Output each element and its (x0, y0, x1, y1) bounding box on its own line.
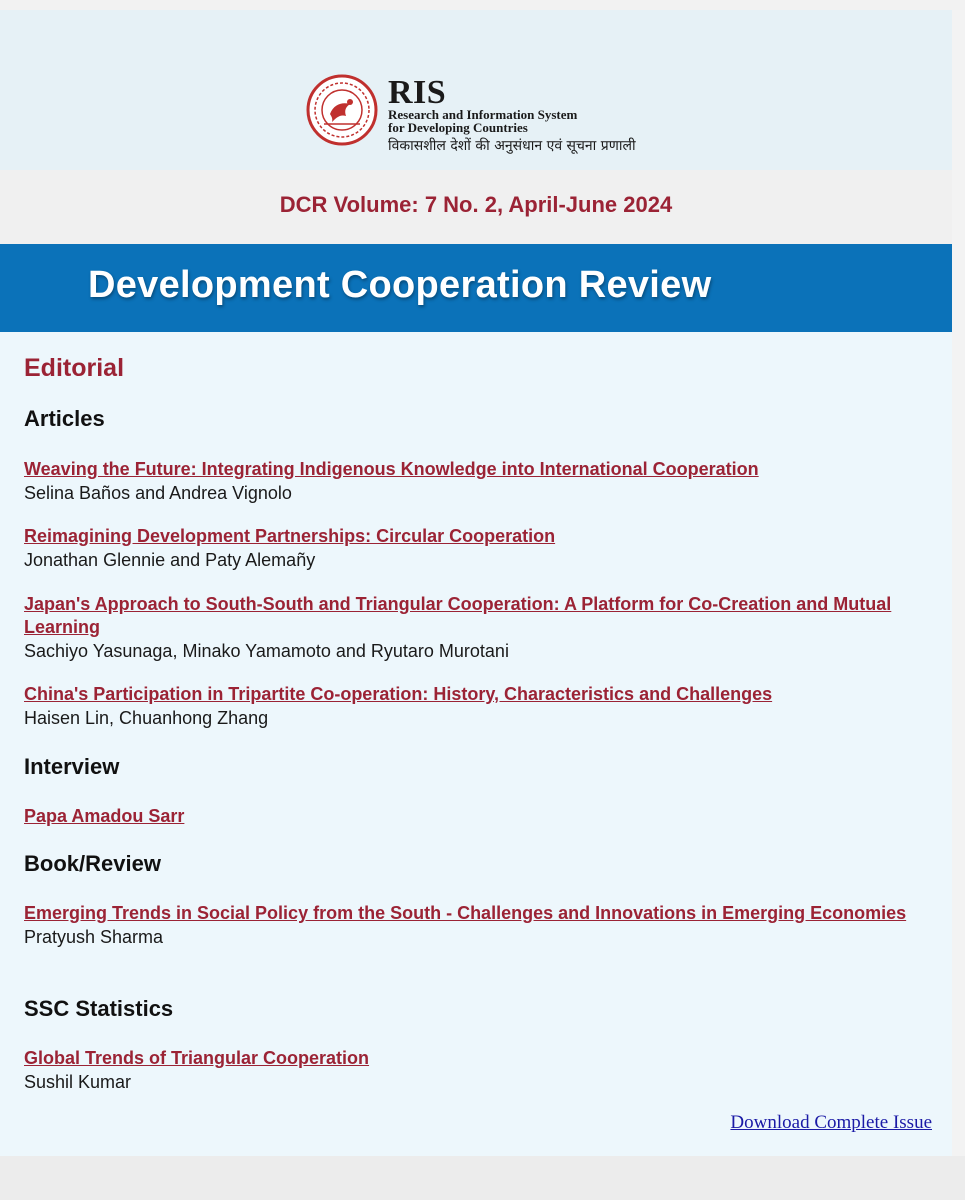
download-complete-issue-link[interactable]: Download Complete Issue (730, 1112, 932, 1133)
article-link[interactable]: Weaving the Future: Integrating Indigenous Knowledge into International Cooperation (24, 459, 759, 479)
article-item (24, 683, 932, 730)
title-banner (0, 244, 952, 332)
org-name-hindi: विकासशील देशों की अनुसंधान एवं सूचना प्रणाली (388, 138, 636, 154)
ssc-item (24, 1047, 932, 1094)
org-name-line2: for Developing Countries (388, 120, 528, 135)
content-area (0, 332, 952, 1156)
interview-item (24, 805, 932, 828)
article-link[interactable]: Japan's Approach to South-South and Triangular Cooperation: A Platform for Co-Creation and Mutual Learning (24, 594, 892, 637)
org-name-line1: Research and Information System (388, 107, 578, 122)
book-review-link[interactable]: Emerging Trends in Social Policy from the South - Challenges and Innovations in Emerging Economies (24, 903, 907, 923)
bottom-band (0, 1156, 965, 1200)
article-item (24, 525, 932, 572)
article-item (24, 593, 932, 663)
ris-logo[interactable] (306, 74, 636, 156)
article-item (24, 458, 932, 505)
article-authors: Sachiyo Yasunaga, Minako Yamamoto and Ryutaro Murotani (24, 641, 509, 661)
org-text (388, 74, 636, 156)
interview-link[interactable]: Papa Amadou Sarr (24, 806, 185, 826)
right-gutter (952, 10, 965, 1156)
article-link[interactable]: China's Participation in Tripartite Co-operation: History, Characteristics and Challenges (24, 684, 773, 704)
ris-seal-icon (306, 74, 378, 146)
ssc-authors: Sushil Kumar (24, 1072, 132, 1092)
article-authors: Haisen Lin, Chuanhong Zhang (24, 708, 269, 728)
article-authors: Selina Baños and Andrea Vignolo (24, 483, 292, 503)
editorial-heading: Editorial (24, 354, 125, 382)
article-authors: Jonathan Glennie and Paty Alemañy (24, 550, 316, 570)
top-strip (0, 0, 965, 10)
section-articles: Articles (24, 406, 105, 431)
section-book-review: Book/Review (24, 851, 161, 876)
volume-band (0, 170, 952, 244)
org-abbr: RIS (388, 74, 447, 111)
article-link[interactable]: Reimagining Development Partnerships: Circular Cooperation (24, 526, 556, 546)
section-ssc-statistics: SSC Statistics (24, 996, 174, 1021)
section-interview: Interview (24, 754, 120, 779)
header (0, 10, 952, 170)
banner-title: Development Cooperation Review (88, 264, 712, 306)
volume-title: DCR Volume: 7 No. 2, April-June 2024 (279, 192, 673, 217)
book-review-item (24, 902, 932, 949)
ssc-link[interactable]: Global Trends of Triangular Cooperation (24, 1048, 370, 1068)
book-review-authors: Pratyush Sharma (24, 927, 164, 947)
